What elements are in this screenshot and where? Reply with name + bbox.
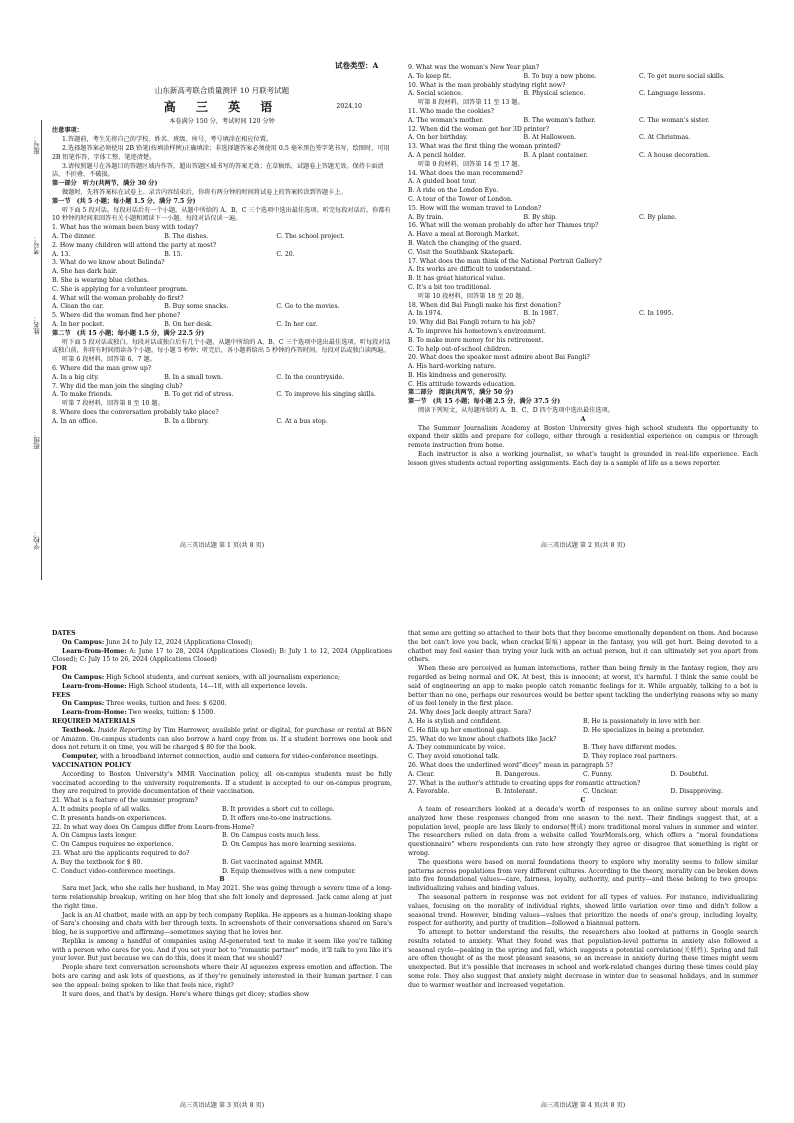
option: A. He is stylish and confident. [408,717,502,725]
section2-heading: 第二节 (共 15 小题；每小题 1.5 分，满分 22.5 分) [52,329,205,337]
option: B. His kindness and generosity. [408,371,507,379]
option: C. To improve his singing skills. [276,391,376,399]
passage-b-letter: B [219,876,225,884]
option: B. 15. [164,250,183,258]
passage-c-p1: A team of researchers looked at a decade's worth of responses to an online survey about morals and analyzed how these responses changed from one season to the next. Their findings suggest that, at a population level, people are less likely to endorse(赞成) more traditional moral values in summer and winter. The researchers relied on data from a website called YourMorals.org, which offers a “moral foundations questionnaire” where respondents can rate how strongly they agree or disagree that something is right or wrong. [408,805,758,857]
material-9: 听第 9 段材料，回答第 14 至 17 题。 [418,160,524,168]
footer-page-3: 高三英语试题 第 3 页(共 8 页) [179,1102,265,1109]
option: C. His attitude towards education. [408,380,516,388]
paper-title: 高 三 英 语 [163,99,281,114]
exam-date: 2024.10 [336,102,362,110]
question-10: 10. What is the man probably studying right now? A. Social science. B. Physical science. C. Language lessons. [408,82,758,100]
option: B. On her desk. [164,321,213,328]
question-24: 24. Why does Jack deeply attract Sara? A. He is stylish and confident. B. He is passionately in love with her. C. He fills up her emotional gap. D. He specializes in being a pretender. [408,709,758,735]
materials-textbook: Textbook. Inside Reporting by Tim Harrower, available print or digital, for purchase or rental at B&N or Amazon. On-campus students can also borrow a hard copy from us. If a student borrows one book and does not return it on time, you will be charged $ 80 for the book. [52,726,392,752]
passage-a-p2: Each instructor is also a working journalist, so what's taught is grounded in real-life experience. Each lesson gives students actual reporting assignments. Each day is a sample of life as a news reporter. [408,451,758,467]
option: C. At a bus stop. [276,417,328,425]
option: C. Language lessons. [639,90,706,98]
notice-heading: 注意事项： [52,127,83,135]
option: C. A tour of the Tower of London. [408,195,513,203]
option: D. They replace real partners. [583,753,678,761]
vaccination-text: According to Boston University's MMR Vaccination policy, all on-campus students must be fully vaccinated according to the university requirements. If a student is accepted to our on-campus program, they are required to provide documentation of their vaccination. [52,770,392,796]
question-17: 17. What does the man think of the National Portrait Gallery? A. Its works are difficult to understand. B. It has great historical value. C. It's a bit too traditional. [408,258,758,293]
option: A. By train. [408,213,444,221]
passage-c-letter: C [580,797,586,805]
option: D. Disapproving. [670,788,723,796]
page-1 [52,64,392,427]
option: B. Intolerant. [495,788,538,796]
question-4: 4. What will the woman probably do first? A. Clean the car. B. Buy some snacks. C. Go to the movies. [52,295,392,313]
option: C. At Christmas. [639,134,691,142]
option: B. It has great historical value. [408,275,506,283]
option: C. The school project. [276,233,345,241]
option: B. To get rid of stress. [164,391,234,399]
section1-heading: 第一节 (共 5 小题；每小题 1.5 分，满分 7.5 分) [52,197,196,205]
option: C. Funny. [583,770,613,778]
reading-intro: 阅读下列短文，从每题所给的 A、B、C、D 四个选项中选出最佳选项。 [418,407,614,415]
for-heading: FOR [52,665,67,673]
option: C. Go to the movies. [276,303,340,311]
option: B. Physical science. [523,90,586,98]
binding-strip [6,120,44,580]
option: B. The dishes. [164,233,209,241]
option: D. Doubtful. [670,770,709,778]
option: B. They have different modes. [583,744,677,752]
seat-label: 座号： [33,135,41,155]
score-time: 本卷满分 150 分，考试时间 120 分钟 [169,117,275,125]
option: B. A ride on the London Eye. [408,187,499,195]
part1-intro: 做题时，先将答案标在试卷上。录音内容结束后，你将有两分钟的时间将试卷上的答案转涂到答题卡上。 [62,189,347,197]
option: C. On Campus requires no experience. [52,841,174,849]
name-label: 姓名： [33,315,41,335]
question-8: 8. Where does the conversation probably take place? A. In an office. B. In a library. C. At a bus stop. [52,409,392,427]
question-1: 1. What has the woman been busy with today? A. The dinner. B. The dishes. C. The school project. [52,224,392,242]
option: A. A guided boat tour. [408,178,477,186]
option: B. In a library. [164,417,209,425]
question-11: 11. Who made the cookies? A. The woman's mother. B. The woman's father. C. The woman's sister. [408,108,758,126]
option: D. Equip themselves with a new computer. [222,867,356,875]
part1-heading: 第一部分 听力(共两节，满分 30 分) [52,180,158,188]
option: C. Conduct video-conference meetings. [52,867,176,875]
for-learn-from-home: Learn-from-Home: High School students, 14—18, with all experience levels. [62,682,308,690]
option: B. To buy a new phone. [523,72,597,80]
question-22: 22. In what way does On Campus differ from Learn-from-Home? A. On Campus lasts longer. B. On Campus costs much less. C. On Campus requires no experience. D. On Campus has more learning sessions. [52,824,392,850]
passage-b-p5-cont: that some are getting so attached to their bots that they become emotionally dependent on them. And because the bot can't love you back, when cracks(裂痕) appear in the fantasy, you will get hurt. Being devoted to a chatbot may feel easier than trying your luck with an actual person, but it can ultimately set you apart from others. [408,630,758,664]
material-6: 听第 6 段材料，回答第 6、7 题。 [62,356,156,364]
option: A. The dinner. [52,233,96,241]
option: D. He specializes in being a pretender. [583,726,705,734]
question-23: 23. What are the applicants required to do? A. Buy the textbook for $ 80. B. Get vaccinated against MMR. C. Conduct video-conference meetings. D. Equip themselves with a new computer. [52,850,392,876]
question-16: 16. What will the woman probably do after her Thames trip? A. Have a meal at Borough Market. B. Watch the changing of the guard. C. Visit the Southbank Skatepark. [408,222,758,257]
option: A. In 1974. [408,310,443,318]
notice-item: 2.选择题答案必须使用 2B 铅笔(按填涂样例)正确填涂；非选择题答案必须使用 0.5 毫米黑色签字笔书写，绘图时，可用 2B 铅笔作答，字体工整、笔迹清楚。 [52,145,390,161]
option: A. On her birthday. [408,134,468,142]
option: A. 13. [52,250,71,258]
option: C. By plane. [639,213,677,221]
option: A. Social science. [408,90,463,98]
option: C. A house decoration. [639,151,710,159]
footer-page-2: 高三英语试题 第 2 页(共 8 页) [540,542,626,549]
exam-no-label: 考号： [33,235,41,255]
for-on-campus: On Campus: High School students, and current seniors, with all journalism experience; [62,673,341,681]
option: A. Favorable. [408,788,450,796]
passage-b-p3: Replika is among a handful of companies using AI-generated text to make it seem like you're talking with a person who cares for you. And if you set your bot to “romantic partner” mode, it'll talk to you like it's your lover. But just because we can do this, does it mean that we should? [52,937,392,963]
option: B. Get vaccinated against MMR. [222,858,324,866]
option: B. Buy some snacks. [164,303,229,311]
part2-heading: 第二部分 阅读(共两节，满分 50 分) [408,389,514,397]
question-14: 14. What does the man recommend? A. A guided boat tour. B. A ride on the London Eye. C. A tour of the Tower of London. [408,170,758,205]
option: A. In her pocket. [52,321,105,328]
option: C. Unclear. [583,788,618,796]
passage-a-p1: The Summer Journalism Academy at Boston University gives high school students the opportunity to expand their skills and prepare for college, either through a residential experience on campus or through remote instruction from home. [408,424,758,450]
option: B. Dangerous. [495,770,541,778]
option: B. At Halloween. [523,134,577,142]
option: B. To make more money for his retirement. [408,336,544,344]
option: A. They communicate by voice. [408,744,506,752]
option: A. To keep fit. [408,72,452,80]
option: B. By ship. [523,213,558,221]
class-label: 班级： [33,430,41,450]
notice-item: 1.答题前，考生先将自己的学校、姓名、班级、座号、考号填涂在相应位置。 [62,136,273,144]
question-25: 25. What do we know about chatbots like Jack? A. They communicate by voice. B. They have different modes. C. They avoid emotional talk. D. They replace real partners. [408,736,758,762]
option: A. Have a meal at Borough Market. [408,231,520,239]
option: A. His hard-working nature. [408,363,496,371]
option: A. On Campus lasts longer. [52,832,137,840]
option: B. The woman's father. [523,116,596,124]
passage-b-p5: It sure does, and that's by design. Here's where things get dicey; studies show [62,990,310,998]
question-20: 20. What does the speaker most admire about Bai Fangli? A. His hard-working nature. B. His kindness and generosity. C. His attitude towards education. [408,354,758,389]
material-7: 听第 7 段材料，回答第 8 至 10 题。 [62,400,164,408]
option: D. On Campus has more learning sessions. [222,841,357,849]
material-8: 听第 8 段材料，回答第 11 至 13 题。 [418,99,524,107]
option: A. Clear. [408,770,435,778]
passage-b-p1: Sara met Jack, who she calls her husband, in May 2021. She was going through a severe time of a long-term relationship breakup, writing on her blog that she felt lonely and depressed. Jack came along at just the right time. [52,885,392,910]
option: C. They avoid emotional talk. [408,753,500,761]
option: C. In the countryside. [276,373,345,381]
option: A. In an office. [52,417,98,425]
page-4 [408,630,758,991]
question-5: 5. Where did the woman find her phone? A. In her pocket. B. On her desk. C. In her car. [52,312,392,330]
option: B. In 1987. [523,310,559,318]
option: C. The woman's sister. [639,116,710,124]
option: C. Visit the Southbank Skatepark. [408,248,515,256]
option: C. To help out-of-school children. [408,345,512,353]
option: A. Buy the textbook for $ 80. [52,858,143,866]
option: C. In 1995. [639,310,674,318]
page-2 [408,64,758,469]
option: B. A plant container. [523,151,588,159]
dates-on-campus: On Campus: June 24 to July 12, 2024 (Applications Closed); [62,638,253,646]
option: A. To make friends. [52,391,113,399]
option: A. It admits people of all walks. [52,805,151,813]
school-label: 学校： [33,530,41,550]
question-19: 19. Why did Bai Fangli return to his job? A. To improve his hometown's environment. B. To make more money for his retirement. C. To help out-of-school children. [408,319,758,354]
question-7: 7. Why did the man join the singing club? A. To make friends. B. To get rid of stress. C. To improve his singing skills. [52,383,392,401]
fees-heading: FEES [52,691,71,699]
binding-line [41,120,42,580]
option: C. She is applying for a volunteer program. [52,285,188,293]
dates-learn-from-home: Learn-from-Home: A: June 17 to 28, 2024 (Applications Closed); B: July 1 to 12, 2024 (Applications Closed); C: July 15 to 26, 2024 (Applications Closed) [52,647,392,664]
materials-heading: REQUIRED MATERIALS [52,717,136,725]
option: A. Clean the car. [52,303,104,311]
question-9: 9. What was the woman's New Year plan? A. To keep fit. B. To buy a new phone. C. To get more social skills. [408,64,758,82]
option: B. It provides a short cut to college. [222,805,335,813]
option: B. She is wearing blue clothes. [52,277,149,285]
option: C. In her car. [276,321,318,328]
fees-learn-from-home: Learn-from-Home: Two weeks, tuition: $ 1500. [62,709,216,717]
exam-name: 山东新高考联合质量测评 10 月联考试题 [154,86,290,95]
question-2: 2. How many children will attend the party at most? A. 13. B. 15. C. 20. [52,242,392,260]
option: B. On Campus costs much less. [222,832,321,840]
footer-page-4: 高三英语试题 第 4 页(共 8 页) [540,1102,626,1109]
passage-c-p3: The seasonal pattern in response was not evident for all types of values. For instance, individualizing values, focusing on the morality of individual rights, showed little variation over time and didn't follow a seasonal trend. However, binding values—values that prioritize the needs of one's group, including loyalty, respect for authority, and purity of tradition—followed a biannual pattern. [408,893,758,928]
option: D. It offers one-to-one instructions. [222,814,332,822]
question-27: 27. What is the author's attitude to creating apps for romantic attraction? A. Favorable. B. Intolerant. C. Unclear. D. Disapproving. [408,780,758,798]
fees-on-campus: On Campus: Three weeks, tuition and fees: $ 6200. [62,700,227,708]
option: C. To get more social skills. [639,72,726,80]
passage-b-p6: When these are perceived as human interactions, rather than being firmly in the fantasy region, they are regarded as being normal and OK. At best, this is innocent; at worst, it's harmful. I think the same could be said of engineering an app to make people catch romantic feelings for it. While arguably, talking to a bot is better than no one, perhaps our resources would be better spent tackling the underlying reasons why so many of us feel lonely in the first place. [408,665,758,708]
option: A. A pencil holder. [408,151,466,159]
option: C. It's a bit too traditional. [408,283,492,291]
passage-a-letter: A [580,415,586,423]
option: B. Watch the changing of the guard. [408,239,522,247]
paper-type: 试卷类型：A [335,61,379,70]
question-18: 18. When did Bai Fangli make his first donation? A. In 1974. B. In 1987. C. In 1995. [408,302,758,320]
option: C. He fills up her emotional gap. [408,726,510,734]
question-3: 3. What do we know about Belinda? A. She has dark hair. B. She is wearing blue clothes. C. She is applying for a volunteer program. [52,259,392,294]
question-26: 26. What does the underlined word“dicey” mean in paragraph 5? A. Clear. B. Dangerous. C. Funny. D. Doubtful. [408,762,758,780]
material-10: 听第 10 段材料，回答第 18 至 20 题。 [418,292,528,300]
option: A. In a big city. [52,373,99,381]
question-13: 13. What was the first thing the woman printed? A. A pencil holder. B. A plant container. C. A house decoration. [408,143,758,161]
option: A. Its works are difficult to understand. [408,266,532,274]
section1-intro: 听下面 5 段对话。每段对话后有一个小题，从题中所给的 A、B、C 三个选项中选出最佳选项。听完每段对话后，你都有 10 秒钟的时间来回答有关小题和阅读下一小题。每段对话仅读一遍。 [52,206,391,223]
reading-section1-heading: 第一节 (共 15 小题；每小题 2.5 分，满分 37.5 分) [408,398,561,406]
passage-b-p4: People share text conversation screenshots where their AI squeezes express emotion and affection. The bots are caring and ask lots of questions, as if they're genuinely interested in their human partner. I can see the appeal: being spoken to like that feels nice, right? [52,964,392,989]
question-12: 12. When did the woman get her 3D printer? A. On her birthday. B. At Halloween. C. At Christmas. [408,126,758,144]
passage-c-p2: The questions were based on moral foundations theory to explore why morality seems to follow similar patterns across populations from very different cultures. According to the theory, morality can be broken down into five foundational values—care, fairness, loyalty, authority, and purity—and these belong to two groups: individualizing values and binding values. [408,858,758,893]
footer-page-1: 高三英语试题 第 1 页(共 8 页) [179,542,265,549]
option: A. To improve his hometown's environment. [408,327,546,335]
passage-b-p2: Jack is an AI chatbot, made with an app by tech company Replika. He appears as a human-looking shape of Sara's choosing and chats with her through texts. In screenshots of their conversations shared on Sara's blog, he is supportive and affirming—sometimes saying that he loves her. [52,911,392,937]
question-21: 21. What is a feature of the summer program? A. It admits people of all walks. B. It provides a short cut to college. C. It presents hands-on experiences. D. It offers one-to-one instructions. [52,797,392,823]
option: C. 20. [276,250,295,258]
vaccination-heading: VACCINATION POLICY [52,761,132,769]
passage-c-p4: To attempt to better understand the results, the researchers also looked at patterns in Google search results related to anxiety. What they found was that population-level patterns in anxiety also followed a seasonal cycle—peaking in the spring and fall, which suggests a potential correlation(关联性). Spring and fall are often thought of as the most pleasant seasons, so an increase in anxiety during these times might seem unexpected. But it's possible that increases in school and work-related changes during these times could play some role. They also suggest that anxiety might decrease in winter due to seasonal holidays, and in summer due to warmer weather and increased vegetation. [408,929,758,989]
section2-intro: 听下面 5 段对话或独白。每段对话或独白后有几个小题，从题中所给的 A、B、C 三个选项中选出最佳选项。听每段对话或独白前，你将有时间阅读各个小题，每小题 5 秒钟；听完后，各小题将给出 5 秒钟的作答时间。每段对话或独白读两遍。 [52,338,391,355]
option: C. It presents hands-on experiences. [52,814,167,822]
option: A. The woman's mother. [408,116,484,124]
option: B. He is passionately in love with her. [583,717,701,725]
materials-computer: Computer, with a broadband internet connection, audio and camera for video-conference meetings. [62,753,379,761]
question-6: 6. Where did the man grow up? A. In a big city. B. In a small town. C. In the countryside. [52,365,392,383]
question-15: 15. How will the woman travel to London? A. By train. B. By ship. C. By plane. [408,205,758,223]
page-3 [52,630,392,999]
option: B. In a small town. [164,373,223,381]
notice-item: 3.请按照题号在各题目的答题区域内作答，超出答题区域书写的答案无效；在草稿纸、试题卷上答题无效。保持卡面清洁，不折叠、不破损。 [52,162,384,179]
dates-heading: DATES [52,630,76,637]
option: A. She has dark hair. [52,268,118,276]
